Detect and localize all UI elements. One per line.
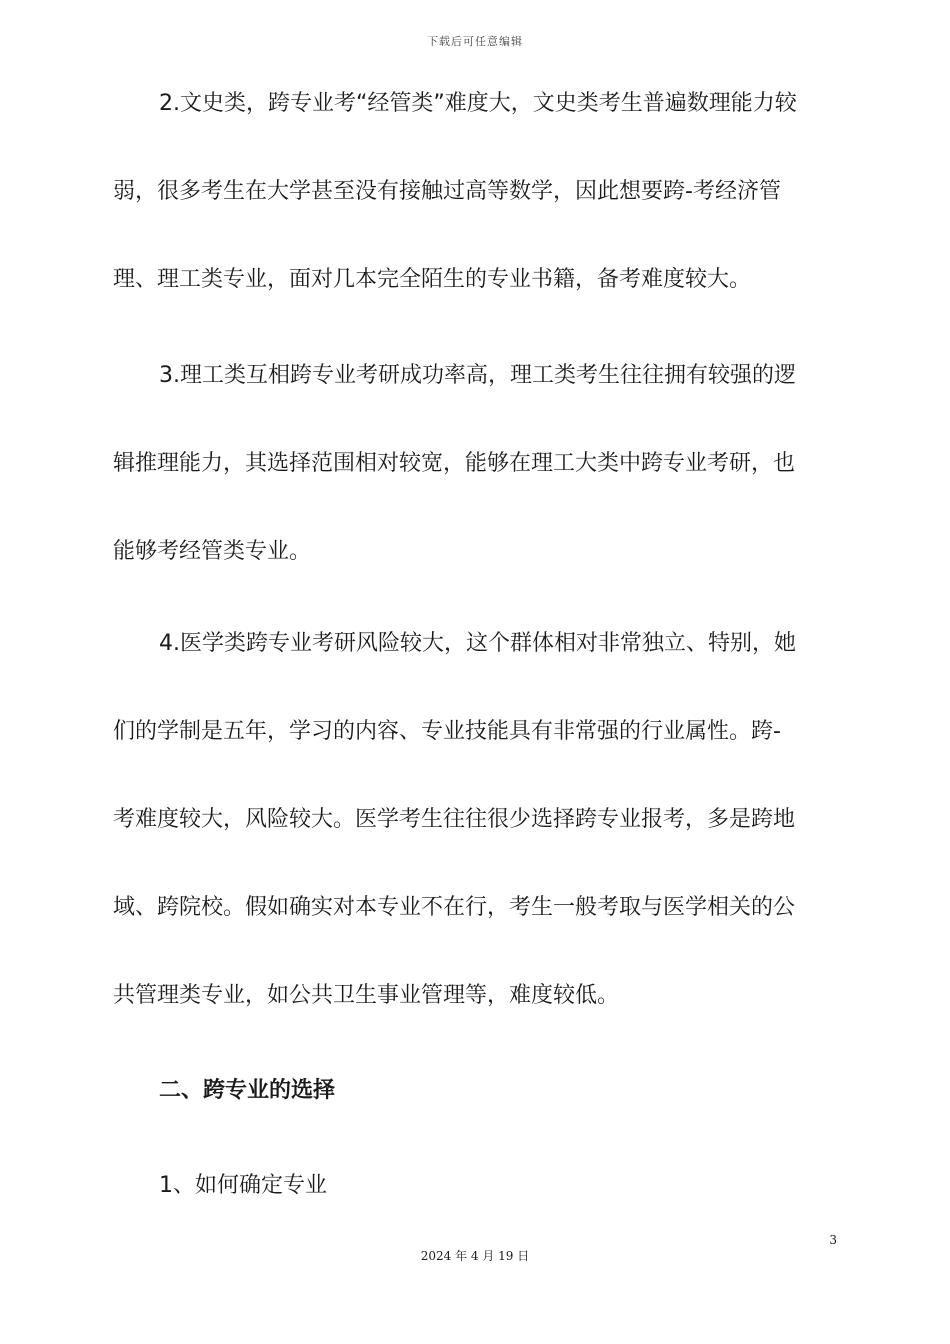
- paragraph-2: [113, 332, 833, 596]
- paragraph-line: 3.理工类互相跨专业考研成功率高，理工类考生往往拥有较强的逻: [159, 363, 796, 388]
- paragraph-line: 4.医学类跨专业考研风险较大，这个群体相对非常独立、特别，她: [159, 631, 796, 656]
- paragraph-line: 辑推理能力，其选择范围相对较宽，能够在理工大类中跨专业考研，也: [113, 451, 796, 476]
- paragraph-line: 弱，很多考生在大学甚至没有接触过高等数学，因此想要跨-考经济管: [113, 179, 781, 204]
- paragraph-line: 能够考经管类专业。: [113, 539, 312, 564]
- paragraph-line: 们的学制是五年，学习的内容、专业技能具有非常强的行业属性。跨-: [113, 719, 781, 744]
- paragraph-line: 考难度较大，风险较大。医学考生往往很少选择跨专业报考，多是跨地: [113, 807, 796, 832]
- paragraph-3: [113, 600, 833, 1040]
- page-header: 下载后可任意编辑: [427, 35, 523, 48]
- paragraph-line: 共管理类专业，如公共卫生事业管理等，难度较低。: [113, 983, 620, 1008]
- page-number: 3: [829, 1233, 837, 1247]
- paragraph-line: 域、跨院校。假如确实对本专业不在行，考生一般考取与医学相关的公: [113, 895, 796, 920]
- paragraph-line: 2.文史类，跨专业考“经管类”难度大，文史类考生普遍数理能力较: [159, 91, 797, 116]
- footer-date: 2024 年 4 月 19 日: [420, 1249, 530, 1263]
- subheading: 1、如何确定专业: [159, 1173, 327, 1198]
- section-heading: 二、跨专业的选择: [159, 1078, 336, 1103]
- paragraph-1: [113, 60, 833, 324]
- paragraph-line: 理、理工类专业，面对几本完全陌生的专业书籍，备考难度较大。: [113, 267, 752, 292]
